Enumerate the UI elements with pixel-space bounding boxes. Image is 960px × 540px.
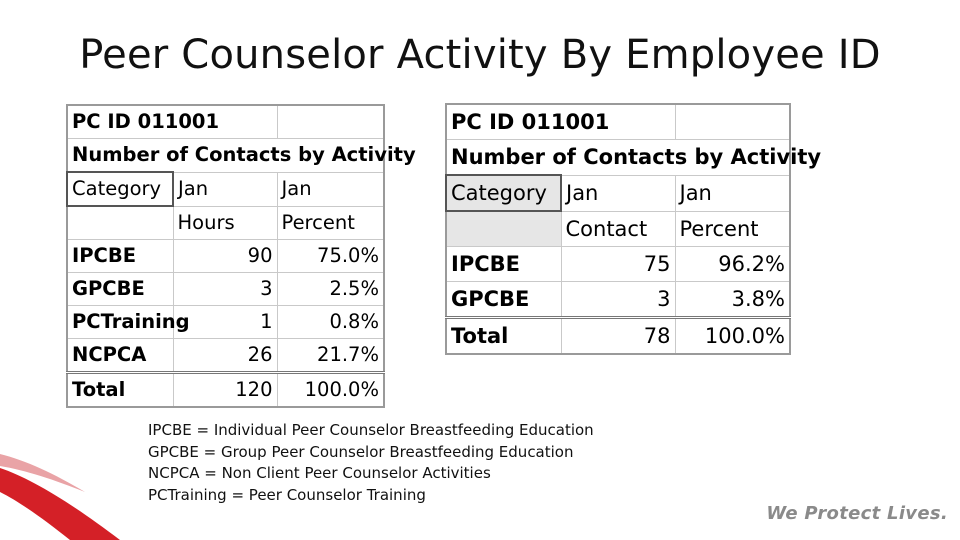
pc-id-label: PC ID 011001	[67, 105, 277, 139]
row-value: 75	[561, 247, 675, 282]
row-percent: 75.0%	[277, 240, 384, 273]
slide-title: Peer Counselor Activity By Employee ID	[79, 32, 881, 78]
legend-line: PCTraining = Peer Counselor Training	[148, 486, 426, 505]
row-percent: 21.7%	[277, 339, 384, 373]
row-value: 3	[173, 273, 277, 306]
tagline: We Protect Lives.	[766, 503, 948, 524]
header-contact: Contact	[561, 211, 675, 247]
table-row	[67, 240, 384, 273]
row-percent: 0.8%	[277, 306, 384, 339]
total-value: 120	[173, 373, 277, 408]
legend-line: IPCBE = Individual Peer Counselor Breastfeeding Education	[148, 421, 594, 439]
header-category: Category	[446, 175, 561, 211]
header-month: Jan	[561, 175, 675, 211]
row-percent: 2.5%	[277, 273, 384, 306]
header-category: Category	[67, 172, 173, 206]
left-activity-table	[66, 104, 416, 408]
row-category: IPCBE	[446, 247, 561, 282]
row-value: 90	[173, 240, 277, 273]
row-percent: 3.8%	[675, 282, 790, 318]
row-value: 26	[173, 339, 277, 373]
table-row	[446, 247, 790, 282]
header-month: Jan	[277, 172, 384, 206]
row-category: NCPCA	[67, 339, 173, 373]
empty-cell	[675, 104, 790, 140]
right-activity-table	[445, 103, 822, 355]
legend-line: NCPCA = Non Client Peer Counselor Activities	[148, 464, 491, 483]
header-blank	[67, 206, 173, 240]
pc-id-label: PC ID 011001	[446, 104, 675, 140]
table-row	[67, 306, 384, 339]
header-percent: Percent	[675, 211, 790, 247]
legend-line: GPCBE = Group Peer Counselor Breastfeeding Education	[148, 442, 574, 461]
abbreviation-legend	[148, 420, 594, 507]
row-category: IPCBE	[67, 240, 173, 273]
header-month: Jan	[173, 172, 277, 206]
row-percent: 96.2%	[675, 247, 790, 282]
total-row	[67, 373, 384, 408]
total-percent: 100.0%	[277, 373, 384, 408]
header-blank	[446, 211, 561, 247]
table-subtitle: Number of Contacts by Activity	[446, 140, 790, 176]
total-label: Total	[446, 318, 561, 355]
table-subtitle: Number of Contacts by Activity	[67, 139, 384, 173]
header-hours: Hours	[173, 206, 277, 240]
total-label: Total	[67, 373, 173, 408]
table-row	[67, 273, 384, 306]
row-category: GPCBE	[67, 273, 173, 306]
table-row	[446, 282, 790, 318]
row-category: GPCBE	[446, 282, 561, 318]
total-percent: 100.0%	[675, 318, 790, 355]
row-value: 1	[173, 306, 277, 339]
total-value: 78	[561, 318, 675, 355]
row-category: PCTraining	[67, 306, 173, 339]
red-swoosh-graphic	[0, 440, 140, 540]
table-row	[67, 339, 384, 373]
row-value: 3	[561, 282, 675, 318]
header-month: Jan	[675, 175, 790, 211]
empty-cell	[277, 105, 384, 139]
header-percent: Percent	[277, 206, 384, 240]
total-row	[446, 318, 790, 355]
